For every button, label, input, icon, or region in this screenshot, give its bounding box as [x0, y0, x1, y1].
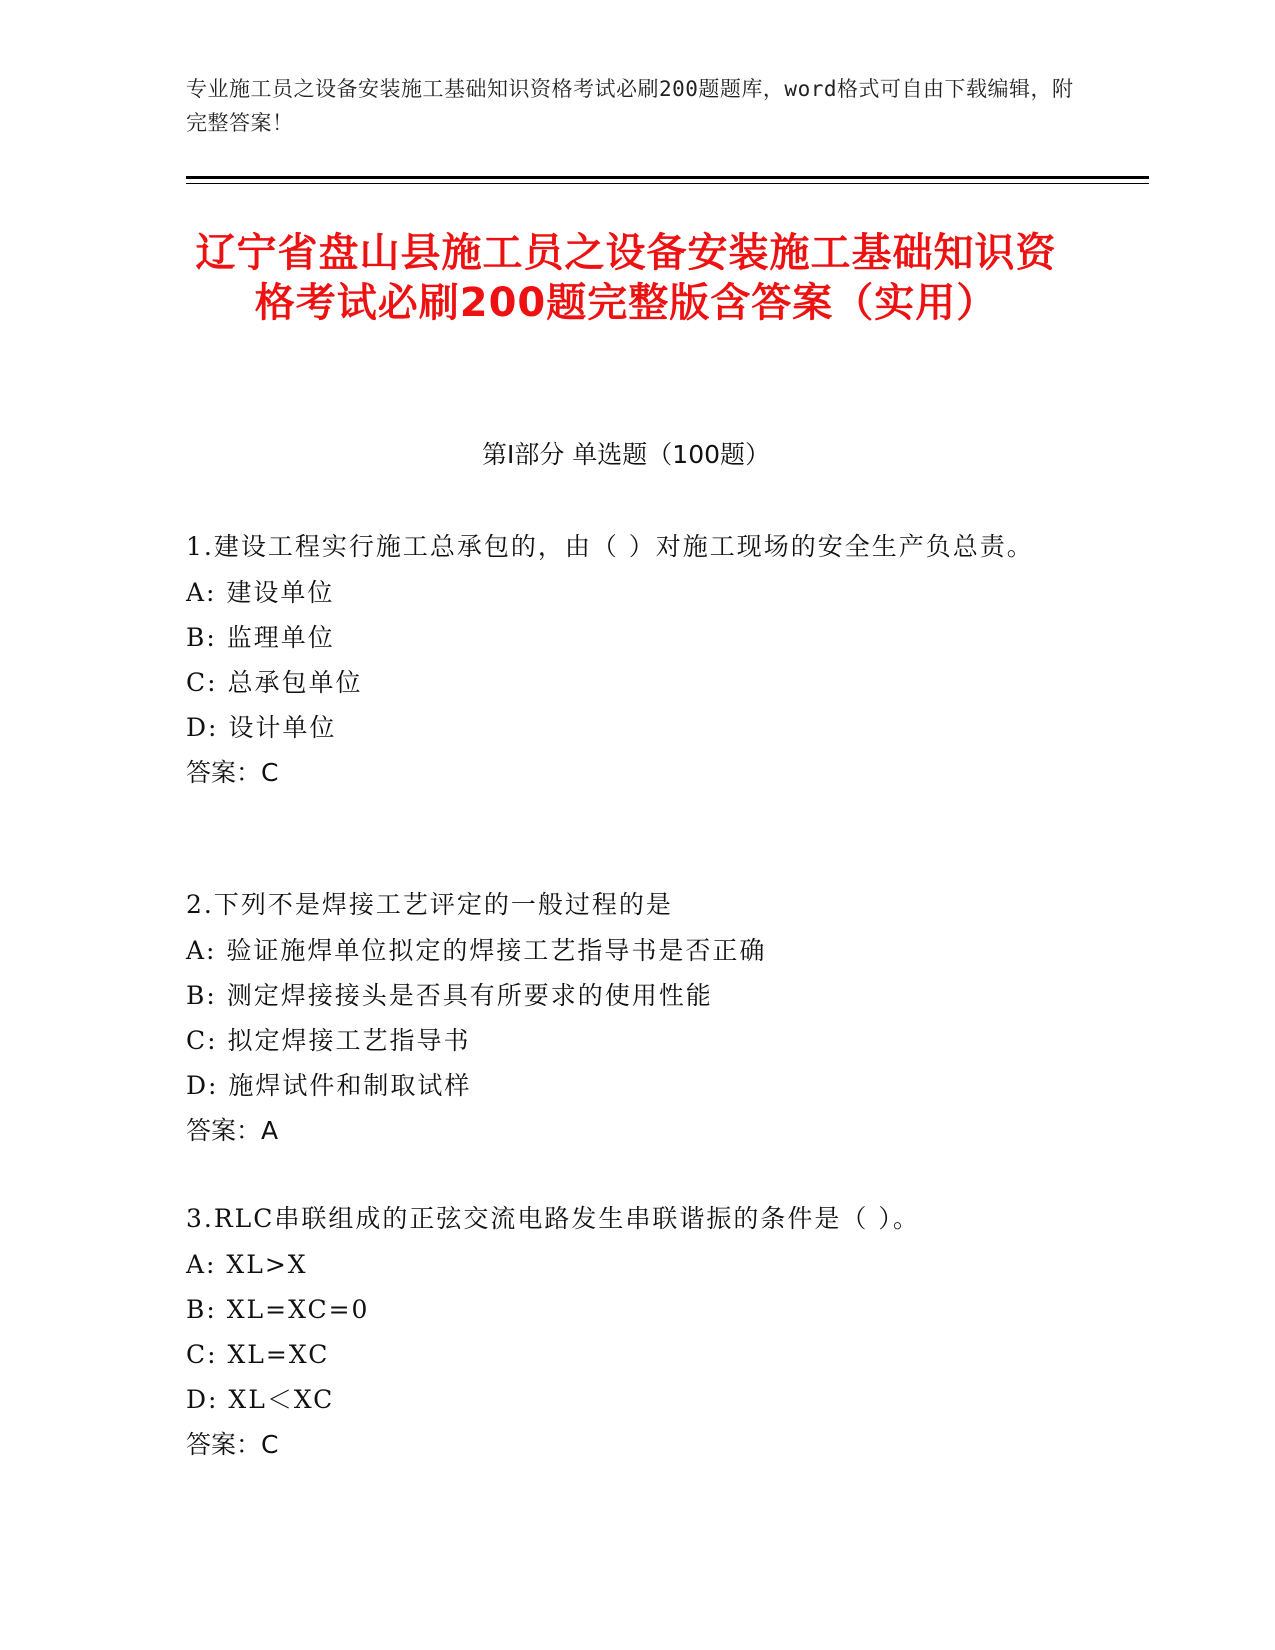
question-3 — [186, 1196, 1086, 1468]
question-stem: 1.建设工程实行施工总承包的，由（ ）对施工现场的安全生产负总责。 — [186, 532, 1034, 561]
option-d: D: 设计单位 — [186, 713, 337, 742]
header-divider-thick — [186, 176, 1149, 179]
question-1 — [186, 524, 1086, 796]
header-note: 专业施工员之设备安装施工基础知识资格考试必刷200题题库，word格式可自由下载编辑，附完整答案！ — [186, 77, 1074, 135]
option-a: A: XL>X — [186, 1250, 308, 1279]
question-stem: 2.下列不是焊接工艺评定的一般过程的是 — [186, 890, 673, 919]
option-d: D: XL＜XC — [186, 1385, 335, 1414]
option-c: C: 总承包单位 — [186, 668, 363, 697]
option-a: A: 验证施焊单位拟定的焊接工艺指导书是否正确 — [186, 936, 767, 965]
question-stem: 3.RLC串联组成的正弦交流电路发生串联谐振的条件是（ ）。 — [186, 1204, 920, 1233]
option-b: B: 测定焊接接头是否具有所要求的使用性能 — [186, 981, 713, 1010]
answer-line: 答案：A — [186, 1116, 279, 1145]
header-divider-thin — [186, 183, 1149, 184]
option-c: C: XL=XC — [186, 1340, 330, 1369]
question-2 — [186, 882, 1086, 1154]
section-heading: 第Ⅰ部分 单选题（100题） — [481, 440, 771, 469]
answer-line: 答案：C — [186, 1430, 279, 1459]
answer-line: 答案：C — [186, 758, 279, 787]
option-a: A: 建设单位 — [186, 578, 335, 607]
option-b: B: 监理单位 — [186, 623, 335, 652]
option-c: C: 拟定焊接工艺指导书 — [186, 1026, 471, 1055]
document-title: 辽宁省盘山县施工员之设备安装施工基础知识资格考试必刷200题完整版含答案（实用） — [195, 230, 1057, 326]
option-d: D: 施焊试件和制取试样 — [186, 1071, 472, 1100]
option-b: B: XL=XC=0 — [186, 1295, 370, 1324]
